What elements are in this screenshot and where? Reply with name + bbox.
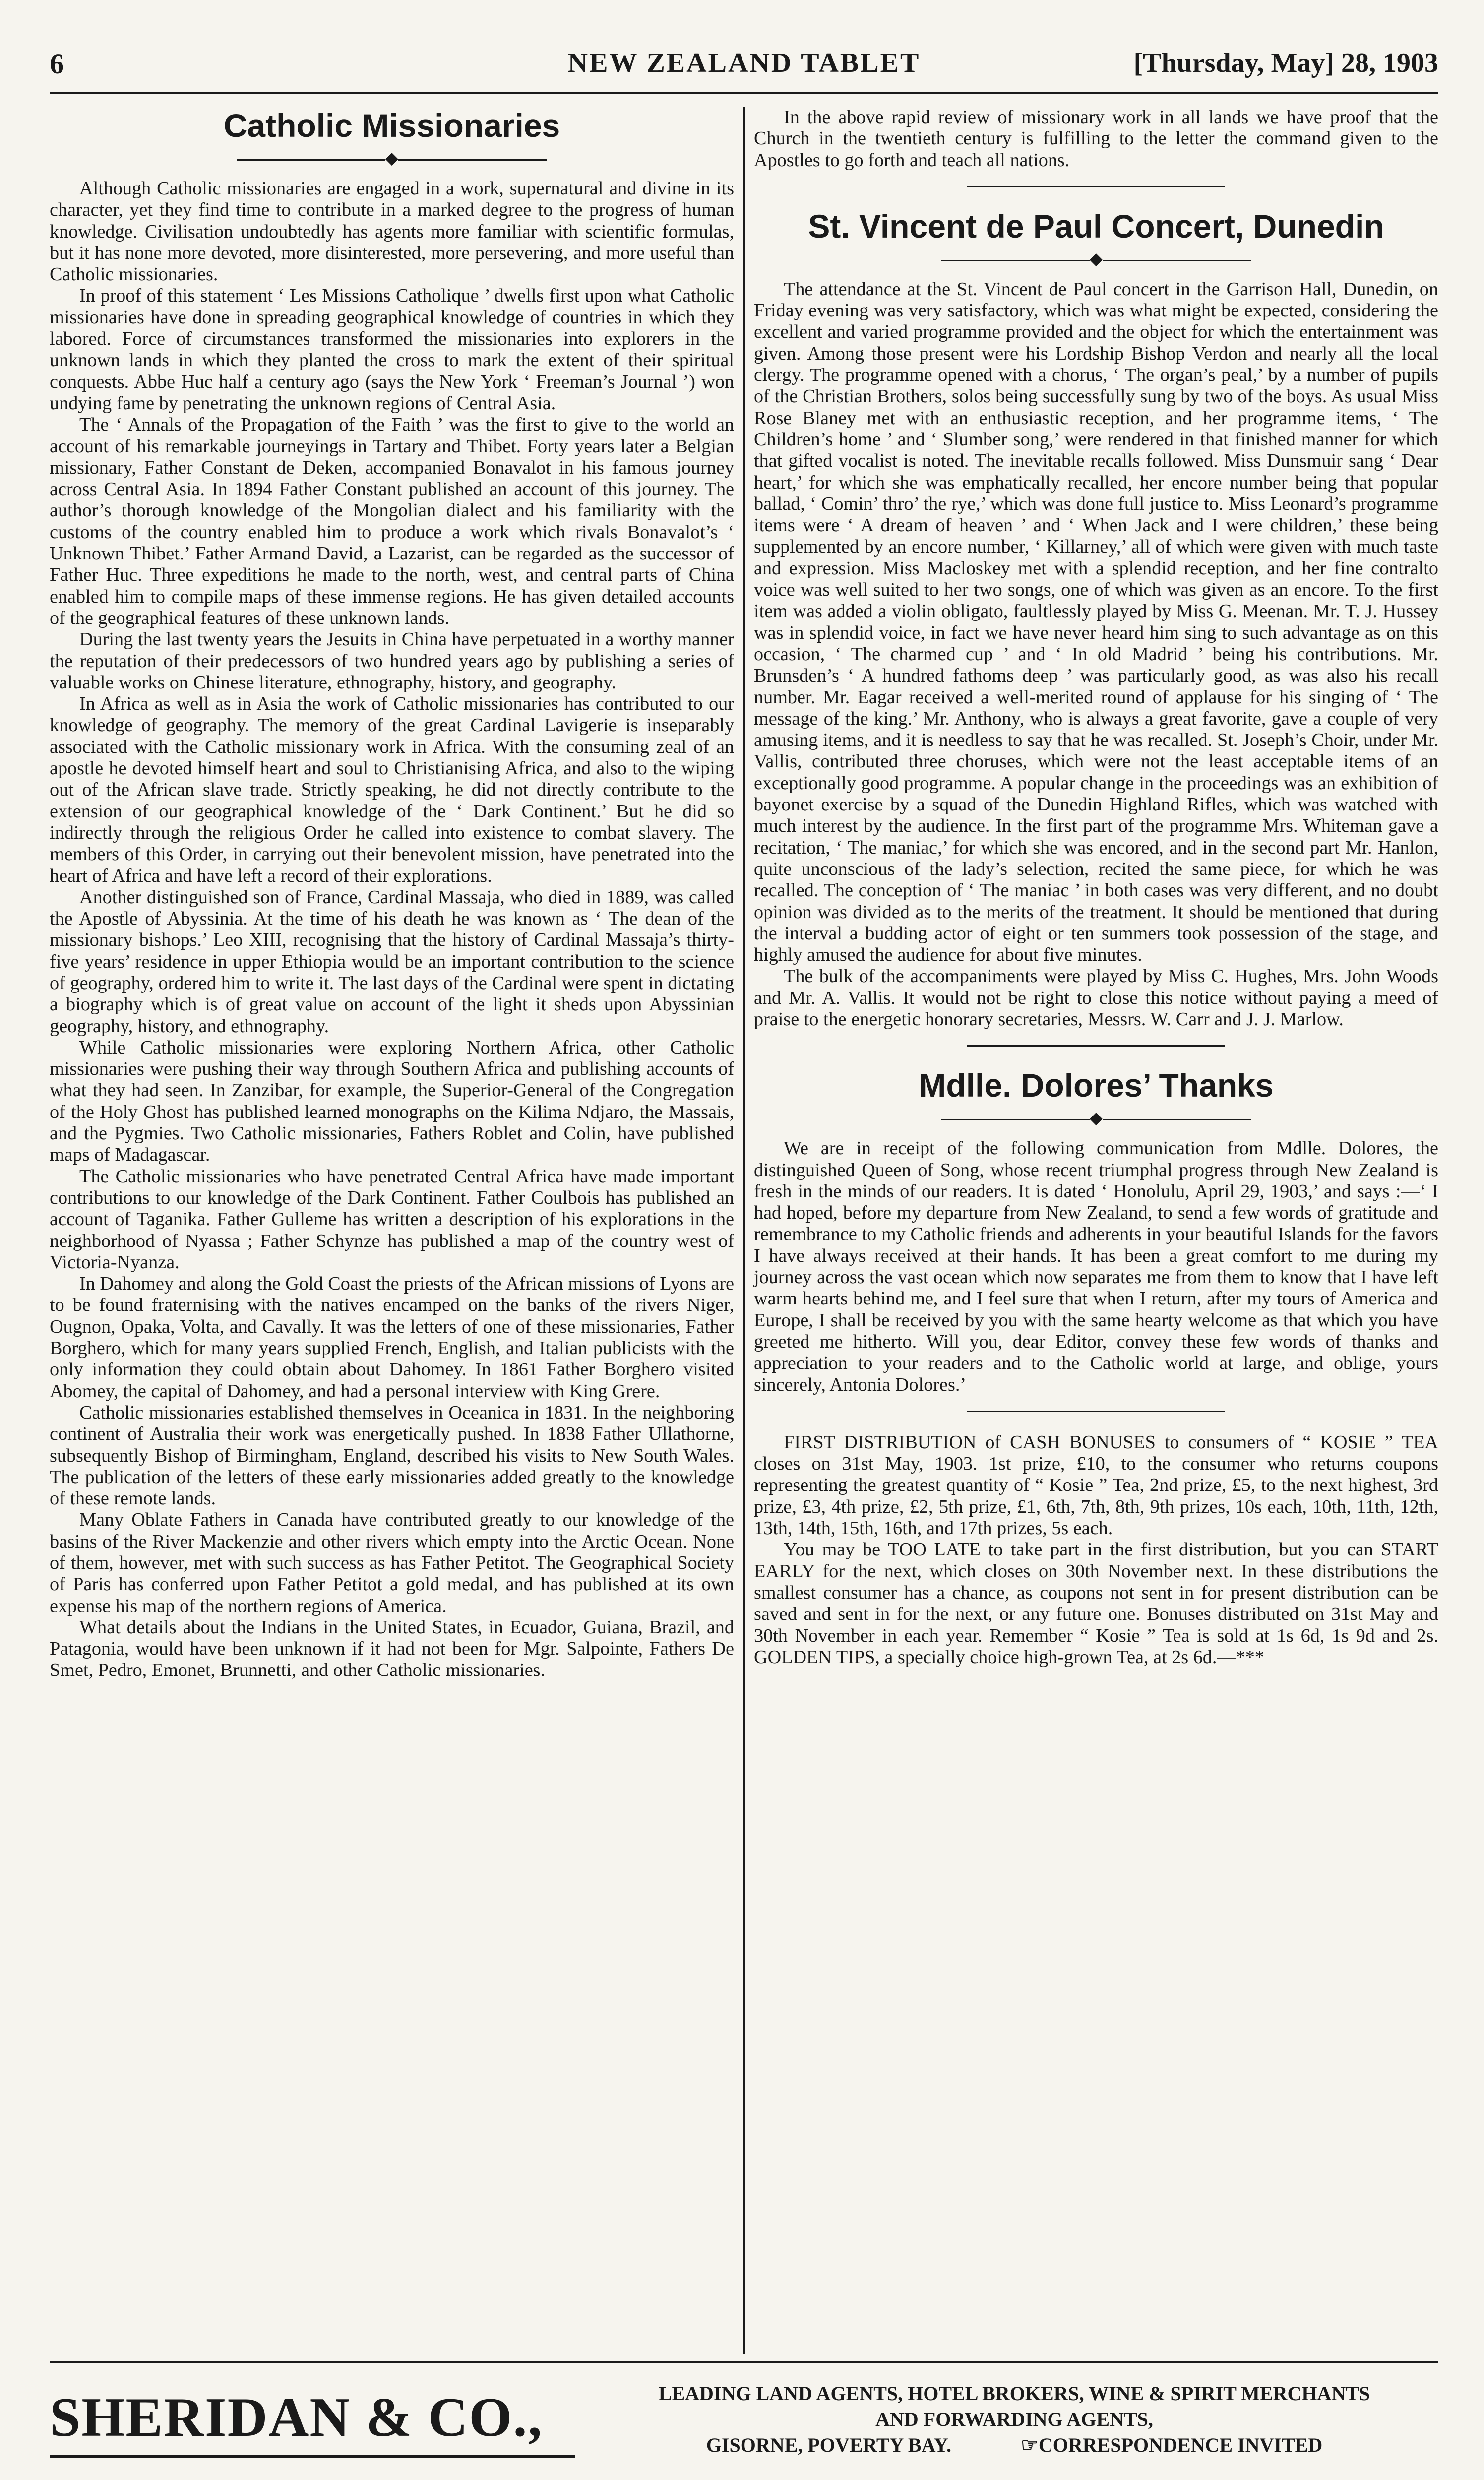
advertiser-name: SHERIDAN & CO.,	[50, 2387, 543, 2448]
article-paragraph: In Africa as well as in Asia the work of Catholic missionaries has contributed to our knowledge of geography. The memory of the great Cardinal Lavigerie is inseparably associated with the Catholic missionary work in Africa. With the consuming zeal of an apostle he devoted himself heart and soul to Christianising Africa, and also to the wiping out of the African slave trade. Strictly speaking, he did not directly contribute to the extension of our geographical knowledge of the ‘ Dark Continent.’ But he did so indirectly through the religious Order he called into existence to combat slavery. The members of this Order, in carrying out their benevolent mission, have penetrated into the heart of Africa and have left a record of their explorations.	[50, 693, 734, 886]
article-paragraph: In proof of this statement ‘ Les Missions Catholique ’ dwells first upon what Catholic missionaries have done in spreading geographical knowledge of countries in which they labored. Force of circumstances transformed the missionaries into explorers in the unknown lands in which they planted the cross to mark the extent of their spiritual conquests. Abbe Huc half a century ago (says the New York ‘ Freeman’s Journal ’) won undying fame by penetrating the unknown regions of Central Asia.	[50, 285, 734, 414]
article-paragraph: Many Oblate Fathers in Canada have contributed greatly to our knowledge of the basins of the River Mackenzie and other rivers which empty into the Arctic Ocean. None of them, however, met with such success as has Father Petitot. The Geographical Society of Paris has conferred upon Father Petitot a gold medal, and has published at its own expense his map of the northern regions of America.	[50, 1509, 734, 1616]
section-rule	[967, 1411, 1225, 1412]
article-title-catholic-missionaries: Catholic Missionaries	[223, 107, 560, 144]
article-paragraph: While Catholic missionaries were exploring Northern Africa, other Catholic missionaries were pushing their way through Southern Africa and publishing accounts of what they had seen. In Zanzibar, for example, the Superior-General of the Congregation of the Holy Ghost has published learned monographs on the Kilima Ndjaro, the Massais, and the Pygmies. Two Catholic missionaries, Fathers Roblet and Colin, have published maps of Madagascar.	[50, 1037, 734, 1166]
footer-advert	[50, 2376, 1438, 2475]
article-paragraph: Although Catholic missionaries are engaged in a work, supernatural and divine in its character, yet they find time to contribute in a marked degree to the progress of human knowledge. Civilisation undoubtedly has agents more familiar with scientific formulas, but it has none more devoted, more disinterested, more persevering, and more useful than Catholic missionaries.	[50, 178, 734, 285]
title-ornament: ◆	[754, 251, 1438, 268]
article-title-concert: St. Vincent de Paul Concert, Dunedin	[808, 207, 1384, 245]
column-divider	[743, 107, 745, 2354]
advert-line: LEADING LAND AGENTS, HOTEL BROKERS, WINE & SPIRIT MERCHANTS	[658, 2382, 1370, 2405]
title-ornament: ◆	[754, 1110, 1438, 1127]
advert-address: GISORNE, POVERTY BAY.	[706, 2434, 952, 2456]
advert-correspondence: ☞CORRESPONDENCE INVITED	[1021, 2434, 1323, 2456]
advert-paragraph: You may be TOO LATE to take part in the first distribution, but you can START EARLY for the next, which closes on 30th November next. In these distributions the smallest consumer has a chance, as coupons not sent in for present distribution can be saved and sent in for the next, or any future one. Bonuses distributed on 31st May and 30th November in each year. Remember “ Kosie ” Tea is sold at 1s 6d, 1s 9d and 2s. GOLDEN TIPS, a specially choice high-grown Tea, at 2s 6d.—***	[754, 1539, 1438, 1668]
article-paragraph: What details about the Indians in the United States, in Ecuador, Guiana, Brazil, and Patagonia, would have been unknown if it had not been for Mgr. Salpointe, Fathers De Smet, Pedro, Emonet, Brunnetti, and other Catholic missionaries.	[50, 1616, 734, 1681]
title-ornament: ◆	[50, 150, 734, 167]
masthead: NEW ZEALAND TABLET	[567, 48, 921, 78]
section-rule	[967, 186, 1225, 187]
article-paragraph: The Catholic missionaries who have penetrated Central Africa have made important contributions to our knowledge of the Dark Continent. Father Coulbois has published an account of Taganika. Father Gulleme has written a description of his explorations in the neighborhood of Nyassa ; Father Schynze has published a map of the country west of Victoria-Nyanza.	[50, 1166, 734, 1273]
right-column	[754, 107, 1438, 1668]
article-title-dolores-thanks: Mdlle. Dolores’ Thanks	[919, 1067, 1274, 1104]
article-paragraph: The attendance at the St. Vincent de Paul concert in the Garrison Hall, Dunedin, on Friday evening was very satisfactory, which was what might be expected, considering the excellent and varied programme provided and the object for which the entertainment was given. Among those present were his Lordship Bishop Verdon and nearly all the local clergy. The programme opened with a chorus, ‘ The organ’s peal,’ by a number of pupils of the Christian Brothers, solos being successfully sung by two of the boys. As usual Miss Rose Blaney met with an enthusiastic reception, and her programme items, ‘ The Children’s home ’ and ‘ Slumber song,’ were rendered in that finished manner for which that gifted vocalist is noted. The inevitable recalls followed. Miss Dunsmuir sang ‘ Dear heart,’ for which she was emphatically recalled, her encore number being that popular ballad, ‘ Comin’ thro’ the rye,’ which was done full justice to. Miss Leonard’s programme items were ‘ A dream of heaven ’ and ‘ When Jack and I were children,’ these being supplemented by an encore number, ‘ Killarney,’ all of which were given with much taste and expression. Miss Macloskey met with a splendid reception, and her fine contralto voice was well suited to her two songs, one of which was given as an encore. To the first item was added a violin obligato, faultlessly played by Miss G. Meenan. Mr. T. J. Hussey was in splendid voice, in fact we have never heard him sing to such advantage as on this occasion, ‘ The charmed cup ’ and ‘ In old Madrid ’ being his contributions. Mr. Brunsden’s ‘ A hundred fathoms deep ’ was particularly good, as was also his recall number. Mr. Eagar received a well-merited round of applause for his singing of ‘ The message of the king.’ Mr. Anthony, who is always a great favorite, gave a couple of very amusing items, and it is needless to say that he was recalled. St. Joseph’s Choir, under Mr. Vallis, contributed three choruses, which were not the least acceptable items of an exceptionally good programme. A popular change in the proceedings was an exhibition of bayonet exercise by a squad of the Dunedin Highland Rifles, which was watched with much interest by the audience. In the first part of the programme Mrs. Whiteman gave a recitation, ‘ The maniac,’ for which she was encored, and in the second part Mr. Hanlon, quite unconscious of the lady’s selection, recited the same piece, for which he was recalled. The conception of ‘ The maniac ’ in both cases was very different, and no doubt opinion was divided as to the merits of the treatment. It should be mentioned that during the interval a budding actor of eight or ten summers took possession of the stage, and highly amused the audience for about five minutes.	[754, 278, 1438, 966]
advert-line	[590, 2432, 1438, 2458]
article-paragraph: The bulk of the accompaniments were played by Miss C. Hughes, Mrs. John Woods and Mr. A. Vallis. It would not be right to close this notice without paying a meed of praise to the energetic honorary secretaries, Messrs. W. Carr and J. J. Marlow.	[754, 966, 1438, 1030]
article-paragraph: In Dahomey and along the Gold Coast the priests of the African missions of Lyons are to be found fraternising with the natives encamped on the banks of the rivers Niger, Ougnon, Opaka, Volta, and Cavally. It was the letters of one of these missionaries, Father Borghero, which for many years supplied French, English, and Italian publicists with the only information they could obtain about Dahomey. In 1861 Father Borghero visited Abomey, the capital of Dahomey, and had a personal interview with King Grere.	[50, 1273, 734, 1402]
article-paragraph: Catholic missionaries established themselves in Oceanica in 1831. In the neighboring continent of Australia their work was energetically pushed. In 1838 Father Ullathorne, subsequently Bishop of Birmingham, England, described his visits to New South Wales. The publication of the letters of these early missionaries added greatly to the knowledge of these remote lands.	[50, 1402, 734, 1509]
advert-paragraph: FIRST DISTRIBUTION of CASH BONUSES to consumers of “ KOSIE ” TEA closes on 31st May, 1903. 1st prize, £10, to the consumer who returns coupons representing the greatest quantity of “ Kosie ” Tea, 2nd prize, £5, to the next highest, 3rd prize, £3, 4th prize, £2, 5th prize, £1, 6th, 7th, 8th, 9th prizes, 10s each, 10th, 11th, 12th, 13th, 14th, 15th, 16th, and 17th prizes, 5s each.	[754, 1431, 1438, 1539]
article-paragraph: We are in receipt of the following communication from Mdlle. Dolores, the distinguished Queen of Song, whose recent triumphal progress through New Zealand is fresh in the minds of our readers. It is dated ‘ Honolulu, April 29, 1903,’ and says :—‘ I had hoped, before my departure from New Zealand, to send a few words of gratitude and remembrance to my Catholic friends and adherents in your beautiful Islands for the favors I have always received at their hands. It has been a great comfort to me during my journey across the vast ocean which now separates me from them to know that I have left warm hearts behind me, and I feel sure that when I return, after my tours of America and Europe, I shall be received by you with the same hearty welcome as that which you have greeted me hitherto. Will you, dear Editor, convey these few words of thanks and appreciation to your readers and to the Catholic world at large, and oblige, yours sincerely, Antonia Dolores.’	[754, 1138, 1438, 1395]
article-continuation: In the above rapid review of missionary work in all lands we have proof that the Church in the twentieth century is fulfilling to the letter the command given to the Apostles to go forth and teach all nations.	[754, 107, 1438, 171]
issue-date: [Thursday, May] 28, 1903	[1133, 48, 1438, 78]
advert-line: AND FORWARDING AGENTS,	[875, 2408, 1153, 2430]
left-column	[50, 107, 734, 1681]
advertiser-underline	[50, 2455, 575, 2458]
advertiser-details	[590, 2381, 1438, 2458]
article-paragraph: Another distinguished son of France, Cardinal Massaja, who died in 1889, was called the Apostle of Abyssinia. At the time of his death he was known as ‘ The dean of the missionary bishops.’ Leo XIII, recognising that the history of Cardinal Massaja’s thirty-five years’ residence in upper Ethiopia would be an important contribution to the science of geography, ordered him to write it. The last days of the Cardinal were spent in dictating a biography which is of great value on account of the light it sheds upon Abyssinian geography, history, and ethnography.	[50, 886, 734, 1037]
article-paragraph: During the last twenty years the Jesuits in China have perpetuated in a worthy manner the reputation of their predecessors of two hundred years ago by publishing a series of valuable works on Chinese literature, ethnography, history, and geography.	[50, 629, 734, 693]
section-rule	[967, 1045, 1225, 1047]
footer-rule	[50, 2361, 1438, 2363]
page-number: 6	[50, 48, 64, 80]
page-header	[50, 47, 1438, 94]
article-paragraph: The ‘ Annals of the Propagation of the Faith ’ was the first to give to the world an account of his remarkable journeyings in Tartary and Thibet. Forty years later a Belgian missionary, Father Constant de Deken, accompanied Bonavalot in his famous journey across Central Asia. In 1894 Father Constant published an account of this journey. The author’s thorough knowledge of the Mongolian dialect and his familiarity with the customs of the country enabled him to produce a work which rivals Bonavalot’s ‘ Unknown Thibet.’ Father Armand David, a Lazarist, can be regarded as the successor of Father Huc. Three expeditions he made to the north, west, and central parts of China enabled him to compile maps of these immense regions. He has given detailed accounts of the geographical features of these unknown lands.	[50, 414, 734, 628]
